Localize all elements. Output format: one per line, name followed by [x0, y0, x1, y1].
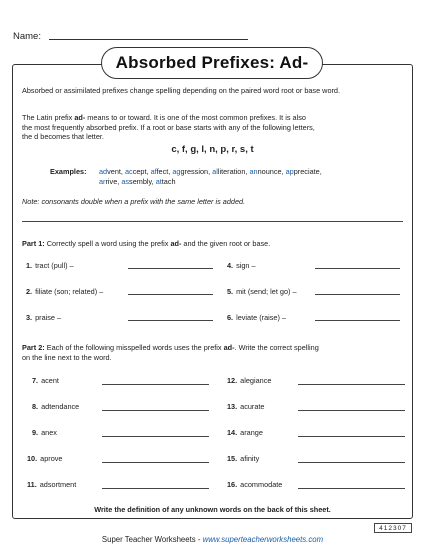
- part2-item: 8. adtendance: [32, 402, 80, 411]
- answer-line[interactable]: [315, 320, 400, 321]
- part2-instructions: Part 2: Each of the following misspelled words uses the prefix ad-. Write the correct spelling on the line next to the word.: [22, 343, 319, 362]
- example-word: arrive: [99, 176, 118, 186]
- footer-link[interactable]: www.superteacherworksheets.com: [202, 535, 324, 544]
- part2-item: 14. arange: [227, 428, 263, 437]
- answer-line[interactable]: [298, 384, 405, 385]
- examples-label: Examples:: [50, 167, 87, 176]
- answer-line[interactable]: [315, 294, 400, 295]
- part2-item: 12. alegiance: [227, 376, 272, 385]
- example-word: accept: [124, 167, 147, 176]
- answer-line[interactable]: [128, 320, 213, 321]
- letter-list: c, f, g, l, n, p, r, s, t: [171, 144, 254, 155]
- example-word: aggression: [172, 167, 209, 176]
- answer-line[interactable]: [315, 268, 400, 269]
- intro-paragraph: Absorbed or assimilated prefixes change spelling depending on the paired word root or base word.: [22, 86, 341, 95]
- part1-item: 5. mit (send; let go) –: [227, 287, 297, 296]
- example-word: announce: [249, 167, 282, 176]
- answer-line[interactable]: [128, 268, 213, 269]
- example-word: attach: [155, 176, 176, 186]
- part2-item: 15. afinity: [227, 454, 260, 463]
- answer-line[interactable]: [102, 384, 209, 385]
- note-text: Note: consonants double when a prefix with the same letter is added.: [22, 197, 246, 206]
- answer-line[interactable]: [298, 410, 405, 411]
- part2-item: 16. acommodate: [227, 480, 283, 489]
- answer-line[interactable]: [102, 488, 209, 489]
- worksheet-code: 412307: [374, 523, 412, 533]
- part2-item: 10. aprove: [27, 454, 63, 463]
- answer-line[interactable]: [102, 436, 209, 437]
- closing-instruction: Write the definition of any unknown words on the back of this sheet.: [94, 505, 331, 514]
- part2-item: 11. adsortment: [27, 480, 77, 489]
- answer-line[interactable]: [298, 462, 405, 463]
- name-label: Name:: [13, 31, 41, 42]
- examples-list: advent, accept, affect, aggression, alliteration, announce, appreciate, arrive, assembly, attach: [99, 167, 322, 186]
- footer: Super Teacher Worksheets - www.superteacherworksheets.com: [101, 535, 324, 544]
- part2-item: 13. acurate: [227, 402, 265, 411]
- answer-line[interactable]: [128, 294, 213, 295]
- part1-instructions: Part 1: Correctly spell a word using the prefix ad- and the given root or base.: [22, 239, 271, 248]
- part2-item: 7. acent: [32, 376, 59, 385]
- example-word: alliteration: [212, 167, 246, 176]
- latin-paragraph: The Latin prefix ad- means to or toward. It is one of the most common prefixes. It is also the most frequently absorbed prefix. If a root or base starts with any of the following letters, the d becomes that letter.: [22, 113, 315, 142]
- title-banner: [101, 47, 323, 79]
- example-word: assembly: [121, 176, 152, 186]
- answer-line[interactable]: [298, 488, 405, 489]
- part1-item: 4. sign –: [227, 261, 256, 270]
- part1-item: 3. praise –: [26, 313, 62, 322]
- example-word: affect: [150, 167, 169, 176]
- footer-brand: Super Teacher Worksheets: [101, 535, 196, 544]
- part1-item: 6. leviate (raise) –: [227, 313, 286, 322]
- part1-item: 2. filiate (son; related) –: [26, 287, 104, 296]
- part2-item: 9. anex: [32, 428, 57, 437]
- divider: [22, 221, 403, 222]
- answer-line[interactable]: [298, 436, 405, 437]
- name-input-line[interactable]: [49, 39, 248, 40]
- example-word: appreciate: [285, 167, 320, 176]
- part1-item: 1. tract (pull) –: [26, 261, 74, 270]
- example-word: advent: [99, 167, 121, 176]
- page-title: Absorbed Prefixes: Ad-: [115, 53, 309, 72]
- answer-line[interactable]: [102, 462, 209, 463]
- answer-line[interactable]: [102, 410, 209, 411]
